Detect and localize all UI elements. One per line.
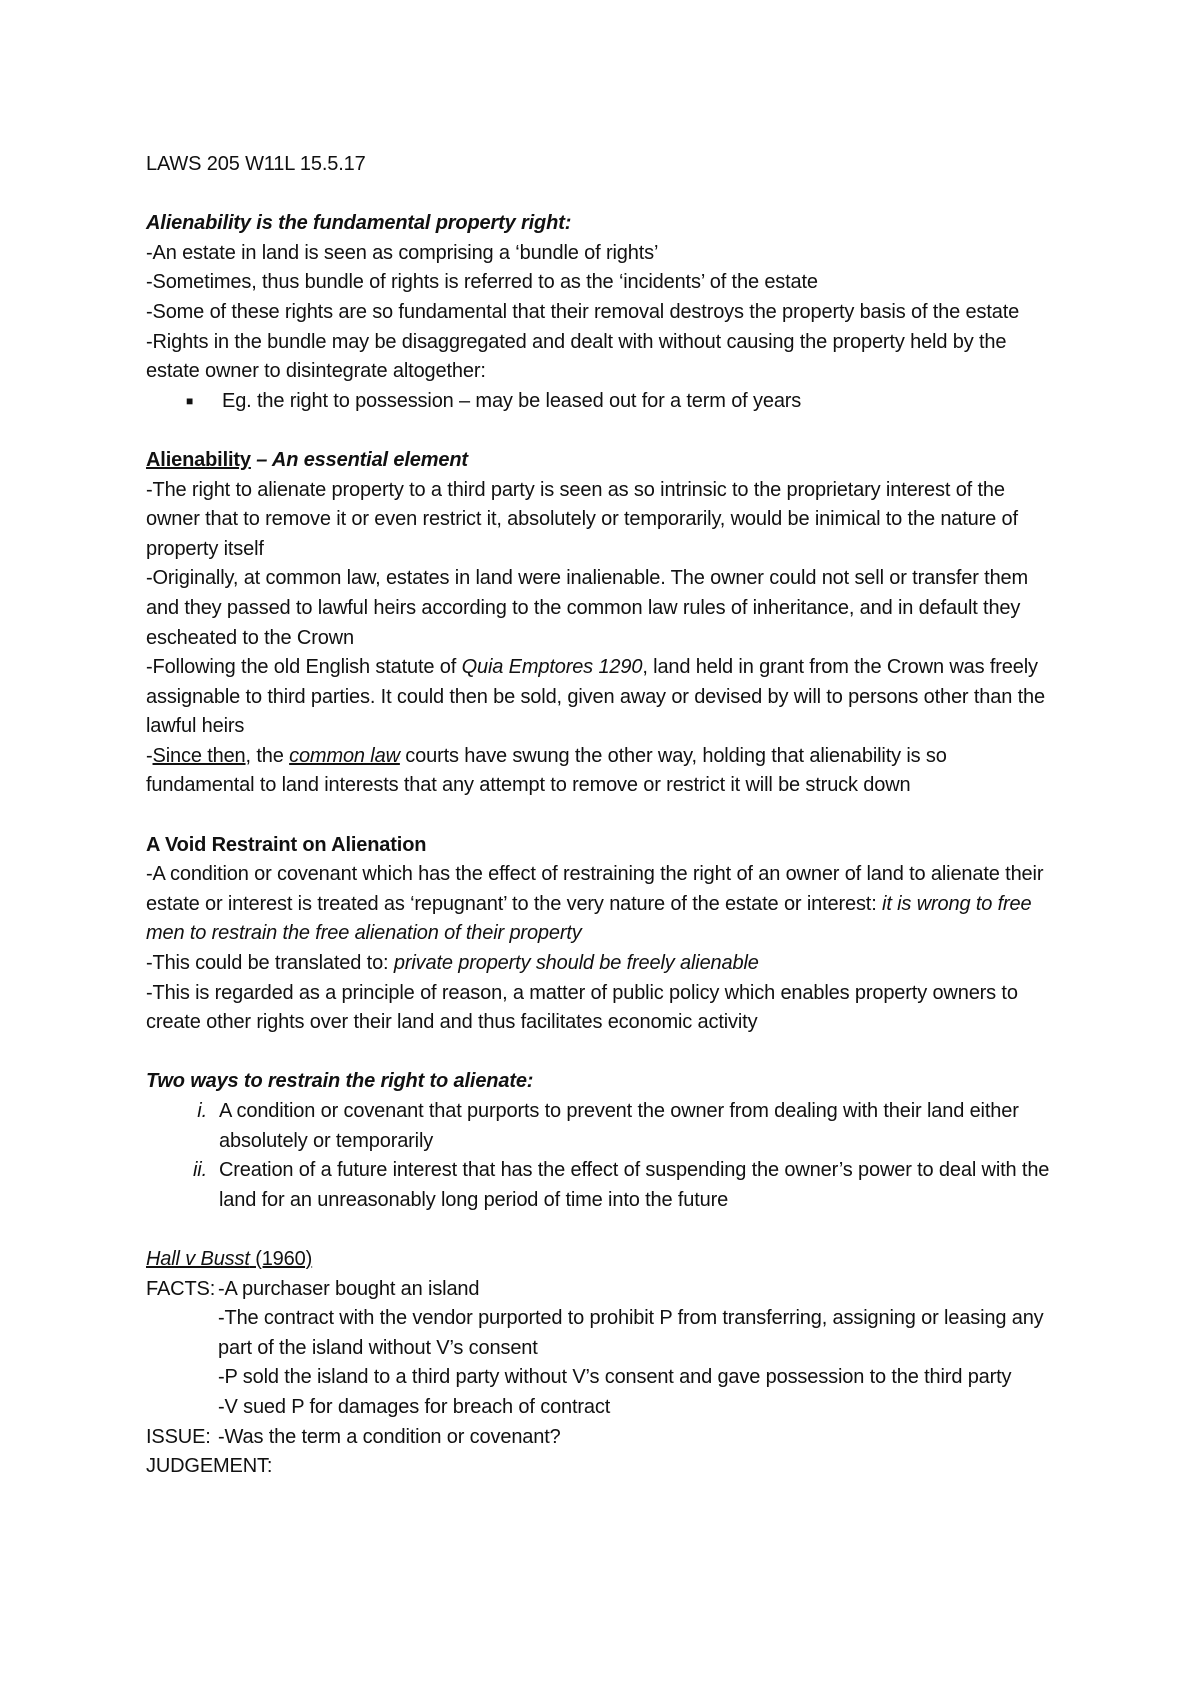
text-run: , the [245,744,290,767]
list-item-text: A condition or covenant that purports to prevent the owner from dealing with their land either absolutely or temporarily [219,1100,1019,1152]
paragraph: -An estate in land is seen as comprising a ‘bundle of rights’ [146,241,659,264]
paragraph: -This is regarded as a principle of reason, a matter of public policy which enables property owners to create other rights over their land and thus facilitates economic activity [146,981,1018,1034]
section-void-restraint [146,831,1050,1038]
list-marker: i. [197,1100,207,1122]
list-item [146,1156,1050,1215]
paragraph [146,860,1050,949]
fact-item: -The contract with the vendor purported to prohibit P from transferring, assigning or leasing any part of the island without V’s consent [218,1307,1044,1359]
text-run: courts have swung the other way, holding that alienability is so fundamental to land interests that any attempt to remove or restrict it will be struck down [146,744,947,797]
text-run: - [146,744,153,767]
text-run: , land held in grant from the Crown was freely assignable to third parties. It could then be sold, given away or devised by will to persons other than the lawful heirs [146,656,1045,738]
case-name: Hall v Busst [146,1247,250,1270]
paragraph: -The right to alienate property to a third party is seen as so intrinsic to the proprietary interest of the owner that to remove it or even restrict it, absolutely or temporarily, would be inimical to the nature of property itself [146,478,1018,560]
paragraph: -Rights in the bundle may be disaggregated and dealt with without causing the property held by the estate owner to disintegrate altogether: [146,330,1007,383]
paragraph [146,653,1050,742]
paragraph [146,742,1050,801]
paragraph: -Sometimes, thus bundle of rights is referred to as the ‘incidents’ of the estate [146,271,818,294]
case-citation [146,1245,1050,1275]
issue-text: -Was the term a condition or covenant? [218,1425,561,1448]
paragraph: -Some of these rights are so fundamental that their removal destroys the property basis of the estate [146,300,1020,323]
list-item [146,1097,1050,1156]
heading-rest: – An essential element [250,448,468,471]
statute-name: Quia Emptores 1290 [461,656,643,679]
list-item-text: Creation of a future interest that has the effect of suspending the owner’s power to deal with the land for an unreasonably long period of time into the future [219,1159,1050,1211]
section-essential-element [146,446,1050,801]
case-year: (1960) [249,1247,313,1270]
section-heading: A Void Restraint on Alienation [146,833,427,856]
issue-label: ISSUE: [146,1425,211,1448]
list-marker: ii. [193,1159,207,1182]
facts-label: FACTS: [146,1277,216,1300]
bullet-item [146,387,1050,417]
judgement-label: JUDGEMENT: [146,1455,273,1478]
heading-underlined: Alienability [146,448,251,471]
paragraph: -Originally, at common law, estates in land were inalienable. The owner could not sell or transfer them and they passed to lawful heirs according to the common law rules of inheritance, and in default they escheated to the Crown [146,567,1029,649]
text-run: -Following the old English statute of [146,656,462,679]
section-heading: Alienability is the fundamental property right: [146,212,572,235]
italic-quote: private property should be freely alienable [393,952,759,975]
text-run: -This could be translated to: [146,952,394,975]
section-heading: Two ways to restrain the right to alienate: [146,1070,534,1093]
facts-list [218,1275,1050,1423]
section-two-ways [146,1067,1050,1215]
section-heading [146,446,1050,476]
italic-quote: it is wrong to free men to restrain the free alienation of their property [146,892,1032,945]
case-facts [146,1275,1050,1423]
square-bullet-icon: ■ [186,393,194,408]
underlined-italic-text: common law [289,744,400,767]
bullet-text: Eg. the right to possession – may be leased out for a term of years [222,389,802,412]
paragraph [146,949,1050,979]
underlined-text: Since then [152,744,246,767]
fact-item: -A purchaser bought an island [218,1277,480,1300]
fact-item: -P sold the island to a third party without V’s consent and gave possession to the third party [218,1366,1012,1389]
case-section [146,1245,1050,1482]
fact-item: -V sued P for damages for breach of contract [218,1395,611,1418]
section-fundamental-right [146,209,1050,416]
case-issue [146,1423,1050,1453]
document-title: LAWS 205 W11L 15.5.17 [146,153,366,175]
text-run: -A condition or covenant which has the effect of restraining the right of an owner of land to alienate their estate or interest is treated as ‘repugnant’ to the very nature of the estate or interest: [146,863,1044,915]
